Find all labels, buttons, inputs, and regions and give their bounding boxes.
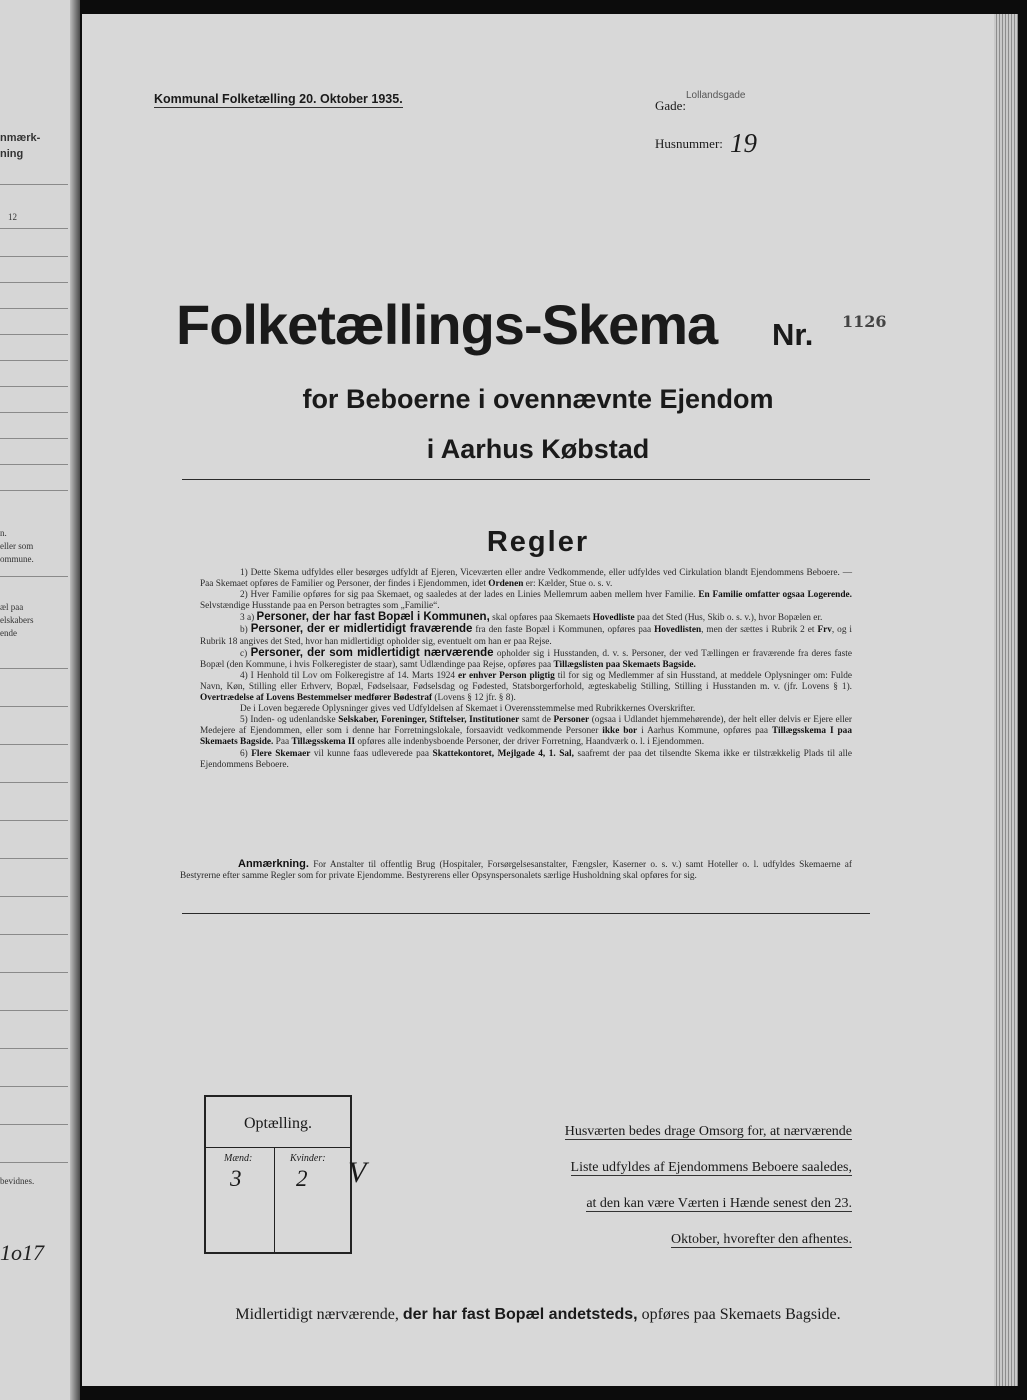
census-header: Kommunal Folketælling 20. Oktober 1935.: [154, 92, 403, 106]
rule-text: opholder sig i Husstanden, d. v. s. Personer, der ved Tællingen er fraværende fra deres faste Bopæl (den Kommune, i hvis Folkeregister de staar), samt Udlændinge paa Rejse, opføres paa: [200, 648, 853, 670]
rule-bold: Frv: [817, 625, 832, 636]
left-page-text: elskabers: [0, 615, 34, 625]
rule-5: [200, 715, 852, 748]
left-page-rule: [0, 386, 68, 387]
husnummer-label: Husnummer:: [655, 136, 723, 151]
left-page-rule: [0, 360, 68, 361]
rule-text: (ogsaa i Udlandet hjemmehørende), der helt eller delvis er Ejere eller Medejere af Ejendommen, eller som i denne har Forretningslokale, forsaavidt vedkommende Personer: [200, 715, 853, 737]
left-page-rule: [0, 972, 68, 973]
host-notice-line: [502, 1222, 852, 1258]
rule-bold: Overtrædelse af Lovens Bestemmelser medfører Bødestraf: [200, 693, 433, 704]
divider: [182, 479, 870, 480]
husnummer-value: 19: [730, 128, 757, 158]
left-page-signature: 1o17: [0, 1240, 44, 1265]
gade-label: Gade:: [655, 98, 687, 113]
footer-note: [82, 1306, 994, 1324]
rule-text: skal opføres paa Skemaets: [489, 613, 593, 624]
rule-bold: Personer: [553, 715, 590, 726]
rule-text: 5) Inden- og udenlandske: [240, 715, 339, 726]
left-page-rule: [0, 744, 68, 745]
rule-text: saafremt der paa det tilsendte Skema ikke er tilstrækkelig Plads til alle Ejendommens Beboere.: [200, 748, 852, 770]
host-notice-line: [502, 1150, 852, 1186]
rule-bold: Ordenen: [488, 579, 524, 590]
count-title: Optælling.: [243, 1115, 312, 1132]
left-page-text: 12: [8, 212, 17, 222]
host-notice-line: [502, 1186, 852, 1222]
annotation-note: [180, 859, 852, 882]
host-notice: [502, 1114, 852, 1258]
rule-text: i Aarhus Kommune, opføres paa: [637, 726, 772, 737]
rule-bold: Skattekontoret, Mejlgade 4, 1. Sal,: [432, 748, 574, 759]
left-page-rule: [0, 464, 68, 465]
rule-2: [200, 590, 852, 612]
left-page-rule: [0, 896, 68, 897]
count-divider: [206, 1147, 350, 1148]
left-page-rule: [0, 1048, 68, 1049]
left-page-rule: [0, 334, 68, 335]
left-page-text: ommune.: [0, 554, 34, 564]
rule-4: [200, 671, 852, 704]
divider: [182, 913, 870, 914]
form-number-value: 1126: [842, 312, 887, 331]
rule-bold: En Familie omfatter ogsaa Logerende.: [698, 590, 852, 601]
rule-bold: Flere Skemaer: [251, 748, 311, 759]
rule-text: samt de: [519, 715, 554, 726]
rule-bold: Tillægslisten paa Skemaets Bagside.: [553, 659, 696, 670]
note-text: For Anstalter til offentlig Brug (Hospitaler, Forsørgelsesanstalter, Fængsler, Kaserner o. s. v.) samt Hoteller o. l. udfyldes Skemaerne af Bestyrerne efter samme Regler som for private Ejendomme. Bestyrerens eller Opsynspersonalets særlige Husholdning skal opføres for sig.: [180, 860, 852, 882]
host-notice-text: Oktober, hvorefter den afhentes.: [671, 1232, 852, 1247]
count-box: [204, 1095, 352, 1254]
left-page-text: bevidnes.: [0, 1176, 35, 1186]
check-mark: V: [348, 1156, 367, 1189]
rule-text: opføres alle indenbysboende Personer, der driver Forretning, Haandværk o. l. i Ejendommen.: [355, 737, 705, 748]
note-label: Anmærkning.: [238, 858, 309, 870]
host-notice-text: Husværten bedes drage Omsorg for, at nærværende: [564, 1124, 852, 1139]
rule-text: paa det Sted (Hus, Skib o. s. v.), hvor Bopælen er.: [634, 613, 823, 624]
rules-body: [200, 568, 852, 771]
rule-text: 4) I Henhold til Lov om Folkeregistre af 14. Marts 1924: [240, 670, 458, 681]
left-page-rule: [0, 184, 68, 185]
left-page-rule: [0, 668, 68, 669]
left-page-text: ning: [0, 148, 24, 160]
rule-bold: Hovedlisten: [654, 625, 702, 636]
rule-3c: [200, 648, 852, 671]
rule-text: fra den faste Bopæl i Kommunen, opføres paa: [472, 625, 655, 636]
left-page-rule: [0, 308, 68, 309]
host-notice-text: Liste udfyldes af Ejendommens Beboere saaledes,: [570, 1160, 852, 1175]
left-page-rule: [0, 782, 68, 783]
rule-text: Selvstændige Husstande paa en Person betragtes som „Familie“.: [200, 601, 440, 612]
left-page-rule: [0, 706, 68, 707]
host-notice-text: at den kan være Værten i Hænde senest den 23.: [586, 1196, 852, 1211]
form-number-label: Nr.: [772, 317, 814, 352]
book-page-edges: [994, 14, 1018, 1386]
men-label: Mænd:: [224, 1153, 253, 1164]
rule-number: 3 a): [240, 613, 255, 624]
left-page-rule: [0, 1162, 68, 1163]
left-page-rule: [0, 858, 68, 859]
book-gutter: [70, 0, 80, 1400]
left-page-text: æl paa: [0, 602, 24, 612]
rule-text: til for sig og Medlemmer af sin Husstand, at meddele Oplysninger om: Fulde Navn, Køn, Stilling eller Erhverv, Bopæl, Fødselsaar, Fødselsdag og Fødested, Statsborgerforhold, ægteskabelig Stilling, Stilling i Husstanden m. v. (jfr. Lovens § 1).: [200, 670, 852, 692]
rule-number: b): [240, 625, 248, 636]
form-title: Folketællings-Skema: [176, 293, 718, 356]
rule-emphasis: Personer, der har fast Bopæl i Kommunen,: [256, 611, 490, 624]
rule-text: , og i Rubrik 18 angives det Sted, hvor han midlertidigt opholder sig, eventuelt om han er paa Rejse.: [200, 625, 853, 647]
rule-1: [200, 568, 852, 590]
left-page-rule: [0, 1124, 68, 1125]
rule-text: 6): [240, 748, 252, 759]
left-page-rule: [0, 490, 68, 491]
rule-emphasis: Personer, der er midlertidigt fraværende: [250, 623, 473, 636]
left-page-rule: [0, 1010, 68, 1011]
census-form-page: [82, 14, 994, 1386]
left-page-rule: [0, 256, 68, 257]
women-label: Kvinder:: [290, 1153, 326, 1164]
left-page-text: ende: [0, 628, 17, 638]
footer-text: opføres paa Skemaets Bagside.: [637, 1306, 841, 1323]
rule-text: , men der sættes i Rubrik 2 et: [701, 625, 818, 636]
men-count: 3: [230, 1166, 242, 1191]
rule-text: 2) Hver Familie opføres for sig paa Skemaet, og saaledes at der lades en Linies Mellemrum aaben mellem hver Familie.: [240, 590, 699, 601]
left-page-rule: [0, 934, 68, 935]
count-column-divider: [274, 1147, 275, 1252]
left-page-fragment: [0, 0, 80, 1400]
rule-bold: Tillægsskema I paa Skemaets Bagside.: [200, 726, 852, 748]
left-page-rule: [0, 438, 68, 439]
left-page-rule: [0, 820, 68, 821]
rule-emphasis: Personer, der som midlertidigt nærværende: [250, 646, 494, 659]
women-count: 2: [296, 1166, 308, 1191]
rule-text: (Lovens § 12 jfr. § 8).: [432, 693, 516, 704]
left-page-text: nmærk-: [0, 132, 41, 144]
rules-heading: Regler: [486, 526, 590, 558]
left-page-text: eller som: [0, 541, 34, 551]
rule-bold: er enhver Person pligtig: [457, 670, 555, 681]
footer-text: Midlertidigt nærværende,: [235, 1306, 403, 1323]
rule-3b: [200, 624, 852, 647]
rule-bold: Hovedliste: [592, 613, 635, 624]
rule-4-cont: De i Loven begærede Oplysninger gives ved Udfyldelsen af Skemaet i Overensstemmelse med Rubrikkernes Overskrifter.: [240, 704, 696, 715]
rule-text: Paa: [273, 737, 292, 748]
form-subtitle-city: i Aarhus Købstad: [426, 434, 650, 464]
left-page-rule: [0, 228, 68, 229]
footer-bold: der har fast Bopæl andetsteds,: [402, 1306, 638, 1323]
rule-text: 1) Dette Skema udfyldes eller besørges udfyldt af Ejeren, Viceværten eller andre Vedkommende, eller udfyldes ved Cirkulation blandt Ejendommens Beboere. — Paa Skemaet opføres de Familier og Personer, der findes i Ejendommen, idet: [200, 568, 852, 590]
left-page-rule: [0, 576, 68, 577]
gade-value: Lollandsgade: [686, 90, 746, 101]
left-page-text: n.: [0, 528, 7, 538]
left-page-rule: [0, 1086, 68, 1087]
rule-6: [200, 749, 852, 771]
left-page-rule: [0, 412, 68, 413]
rule-text: er: Kælder, Stue o. s. v.: [523, 579, 613, 590]
rule-bold: ikke bor: [602, 726, 638, 737]
form-subtitle: for Beboerne i ovennævnte Ejendom: [302, 384, 774, 414]
left-page-rule: [0, 282, 68, 283]
rule-bold: Selskaber, Foreninger, Stiftelser, Institutioner: [338, 715, 520, 726]
rule-number: c): [240, 648, 248, 659]
host-notice-line: [502, 1114, 852, 1150]
rule-text: vil kunne faas udleverede paa: [310, 748, 433, 759]
rule-bold: Tillægsskema II: [291, 737, 356, 748]
